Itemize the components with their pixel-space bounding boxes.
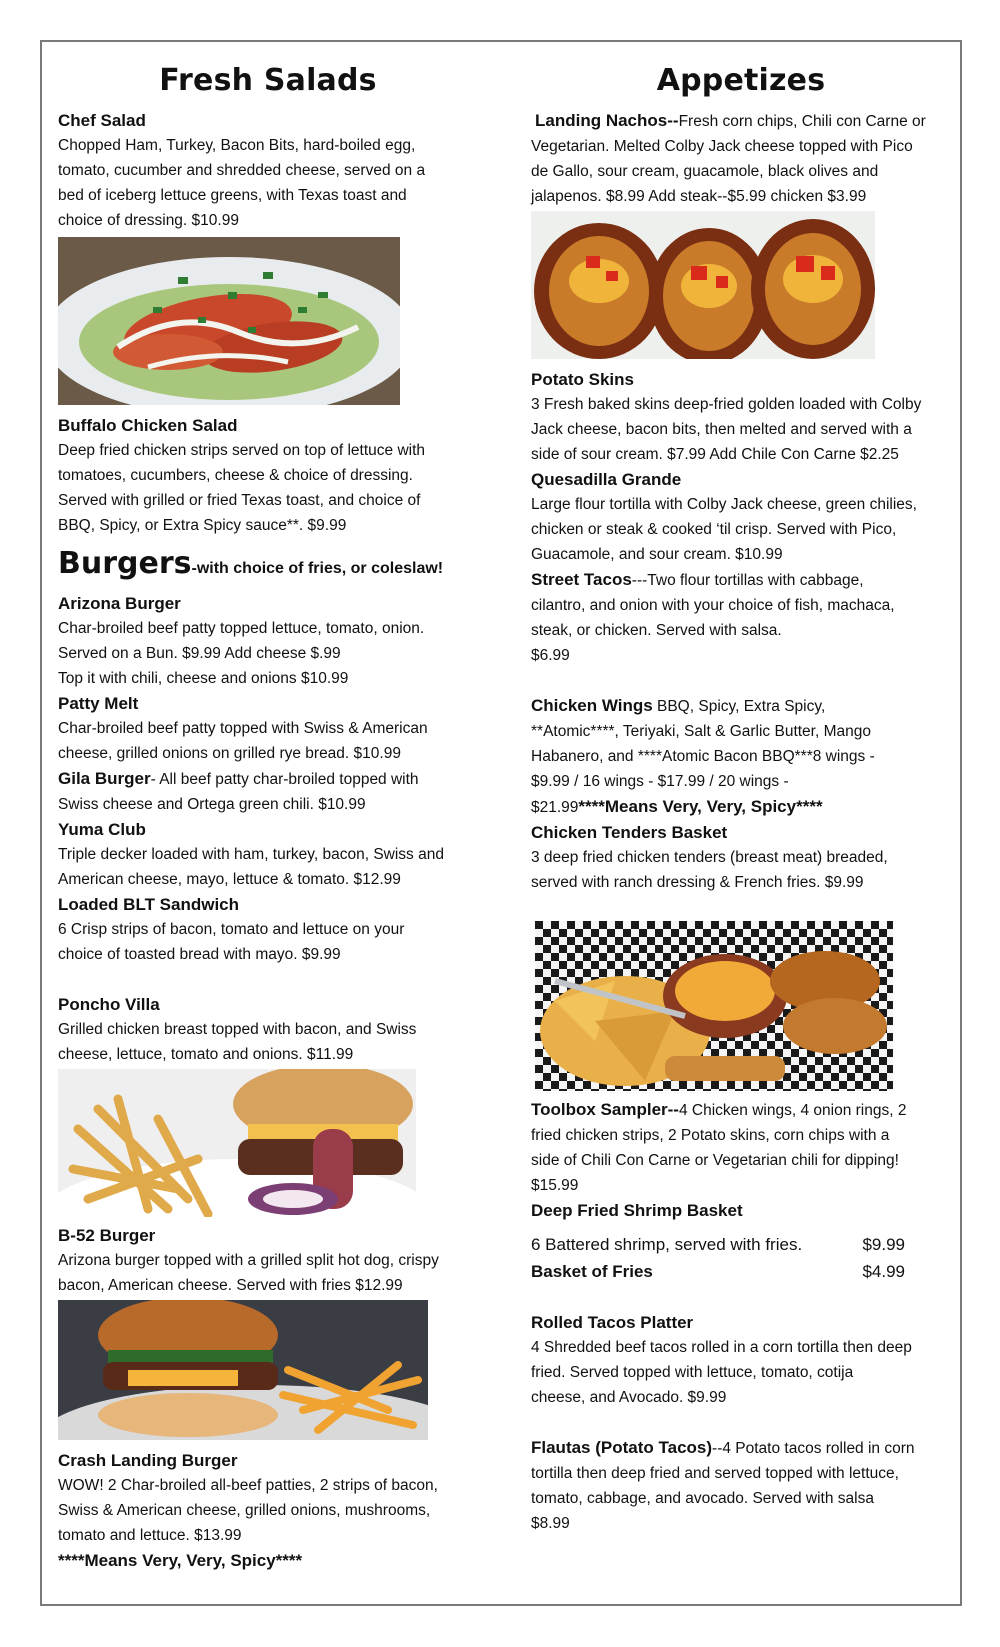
item-desc-poncho-villa: Grilled chicken breast topped with bacon, and Swiss cheese, lettuce, tomato and onions. $11.99 — [58, 1021, 417, 1063]
burgers-subtitle: -with choice of fries, or coleslaw! — [191, 560, 444, 577]
shrimp-basket-row — [531, 1231, 905, 1258]
item-name-arizona-burger: Arizona Burger — [58, 594, 181, 613]
potato-skins-photo — [531, 211, 875, 359]
nachos-line — [531, 108, 951, 134]
burgers-title: Burgers — [58, 546, 192, 581]
item-name-buffalo-chicken-salad: Buffalo Chicken Salad — [58, 416, 238, 435]
item-name-toolbox-sampler: Toolbox Sampler-- — [531, 1100, 679, 1119]
item-name-basket-of-fries: Basket of Fries — [531, 1262, 653, 1281]
chicken-wings-line — [531, 693, 951, 719]
item-desc-crash-landing-burger: WOW! 2 Char-broiled all-beef patties, 2 strips of bacon, Swiss & American cheese, grilled onions, mushrooms, tomato and lettuce. $13.99 — [58, 1477, 438, 1544]
item-desc-loaded-blt: 6 Crisp strips of bacon, tomato and lettuce on your choice of toasted bread with mayo. $9.99 — [58, 921, 405, 963]
item-name-patty-melt: Patty Melt — [58, 694, 139, 713]
item-name-chicken-tenders: Chicken Tenders Basket — [531, 823, 728, 842]
item-desc-gila-burger: Swiss cheese and Ortega green chili. $10.99 — [58, 796, 366, 813]
chicken-wings-last-line — [531, 794, 951, 820]
item-name-chef-salad: Chef Salad — [58, 111, 146, 130]
item-desc-inline-flautas: --4 Potato tacos rolled in corn — [712, 1440, 915, 1457]
spicy-note-right: ****Means Very, Very, Spicy**** — [578, 797, 823, 816]
price-shrimp-basket: $9.99 — [862, 1235, 905, 1254]
chicken-wings-last-price: $21.99 — [531, 799, 579, 816]
item-name-quesadilla-grande: Quesadilla Grande — [531, 470, 682, 489]
item-desc-shrimp-basket: 6 Battered shrimp, served with fries. — [531, 1235, 803, 1254]
spicy-note-left: ****Means Very, Very, Spicy**** — [58, 1551, 303, 1570]
price-basket-of-fries: $4.99 — [862, 1262, 905, 1281]
item-name-chicken-wings: Chicken Wings — [531, 696, 653, 715]
toolbox-sampler-line — [531, 1097, 951, 1123]
street-tacos-line — [531, 567, 951, 593]
item-desc-rolled-tacos: 4 Shredded beef tacos rolled in a corn tortilla then deep fried. Served topped with lettuce, tomato, cotija cheese, and Avocado. $9.99 — [531, 1339, 912, 1406]
item-name-potato-skins: Potato Skins — [531, 370, 634, 389]
item-desc-patty-melt: Char-broiled beef patty topped with Swiss & American cheese, grilled onions on grilled rye bread. $10.99 — [58, 720, 428, 762]
item-desc-arizona-burger: Char-broiled beef patty topped lettuce, tomato, onion. Served on a Bun. $9.99 Add cheese $.99 Top it with chili, cheese and onions $10.99 — [58, 620, 425, 687]
item-name-flautas: Flautas (Potato Tacos) — [531, 1438, 713, 1457]
fries-basket-row — [531, 1258, 905, 1285]
item-name-street-tacos: Street Tacos — [531, 570, 632, 589]
right-column — [531, 55, 951, 1536]
item-desc-inline-toolbox-sampler: 4 Chicken wings, 4 onion rings, 2 — [678, 1102, 907, 1119]
item-desc-b52-burger: Arizona burger topped with a grilled split hot dog, crispy bacon, American cheese. Served with fries $12.99 — [58, 1252, 439, 1294]
item-name-poncho-villa: Poncho Villa — [58, 995, 160, 1014]
b52-burger-photo — [58, 1300, 428, 1440]
gila-burger-line — [58, 766, 478, 792]
item-name-shrimp-basket: Deep Fried Shrimp Basket — [531, 1201, 743, 1220]
item-desc-street-tacos: cilantro, and onion with your choice of fish, machaca, steak, or chicken. Served with salsa. $6.99 — [531, 597, 895, 664]
item-desc-inline-gila-burger: - All beef patty char-broiled topped with — [150, 771, 419, 788]
item-name-gila-burger: Gila Burger — [58, 769, 151, 788]
left-column — [58, 55, 478, 1573]
item-name-b52-burger: B-52 Burger — [58, 1226, 156, 1245]
item-desc-inline-street-tacos: ---Two flour tortillas with cabbage, — [631, 572, 864, 589]
item-desc-landing-nachos: Vegetarian. Melted Colby Jack cheese topped with Pico de Gallo, sour cream, guacamole, black olives and jalapenos. $8.99 Add steak--$5.99 chicken $3.99 — [531, 138, 913, 205]
section-title-appetizers: Appetizes — [656, 63, 826, 98]
item-desc-inline-chicken-wings: BBQ, Spicy, Extra Spicy, — [652, 698, 826, 715]
buffalo-chicken-salad-photo — [58, 237, 400, 405]
item-desc-quesadilla-grande: Large flour tortilla with Colby Jack cheese, green chilies, chicken or steak & cooked ‘til crisp. Served with Pico, Guacamole, and sour cream. $10.99 — [531, 496, 917, 563]
item-name-crash-landing-burger: Crash Landing Burger — [58, 1451, 238, 1470]
item-name-loaded-blt: Loaded BLT Sandwich — [58, 895, 240, 914]
item-desc-chicken-wings: **Atomic****, Teriyaki, Salt & Garlic Butter, Mango Habanero, and ****Atomic Bacon BBQ***8 wings - $9.99 / 16 wings - $17.99 / 20 wings - — [531, 723, 875, 790]
item-desc-toolbox-sampler: fried chicken strips, 2 Potato skins, corn chips with a side of Chili Con Carne or Vegetarian chili for dipping! $15.99 — [531, 1127, 899, 1194]
item-desc-buffalo-chicken-salad: Deep fried chicken strips served on top of lettuce with tomatoes, cucumbers, cheese & choice of dressing. Served with grilled or fried Texas toast, and choice of BBQ, Spicy, or Extra Spicy sauce**. $9.99 — [58, 442, 426, 534]
section-title-burgers — [58, 546, 478, 587]
item-desc-yuma-club: Triple decker loaded with ham, turkey, bacon, Swiss and American cheese, mayo, lettuce & tomato. $12.99 — [58, 846, 444, 888]
item-desc-flautas: tortilla then deep fried and served topped with lettuce, tomato, cabbage, and avocado. Served with salsa $8.99 — [531, 1465, 899, 1532]
poncho-villa-photo — [58, 1069, 416, 1217]
item-desc-chef-salad: Chopped Ham, Turkey, Bacon Bits, hard-boiled egg, tomato, cucumber and shredded cheese, served on a bed of iceberg lettuce greens, with Texas toast and choice of dressing. $10.99 — [58, 137, 426, 229]
item-name-yuma-club: Yuma Club — [58, 820, 146, 839]
item-desc-chicken-tenders: 3 deep fried chicken tenders (breast meat) breaded, served with ranch dressing & French fries. $9.99 — [531, 849, 888, 891]
item-name-landing-nachos: Landing Nachos-- — [535, 111, 679, 130]
item-desc-inline-landing-nachos: Fresh corn chips, Chili con Carne or — [678, 113, 926, 130]
item-desc-potato-skins: 3 Fresh baked skins deep-fried golden loaded with Colby Jack cheese, bacon bits, then melted and served with a side of sour cream. $7.99 Add Chile Con Carne $2.25 — [531, 396, 922, 463]
item-name-rolled-tacos: Rolled Tacos Platter — [531, 1313, 694, 1332]
section-title-salads: Fresh Salads — [159, 63, 377, 98]
flautas-line — [531, 1435, 951, 1461]
toolbox-sampler-photo — [535, 921, 893, 1091]
